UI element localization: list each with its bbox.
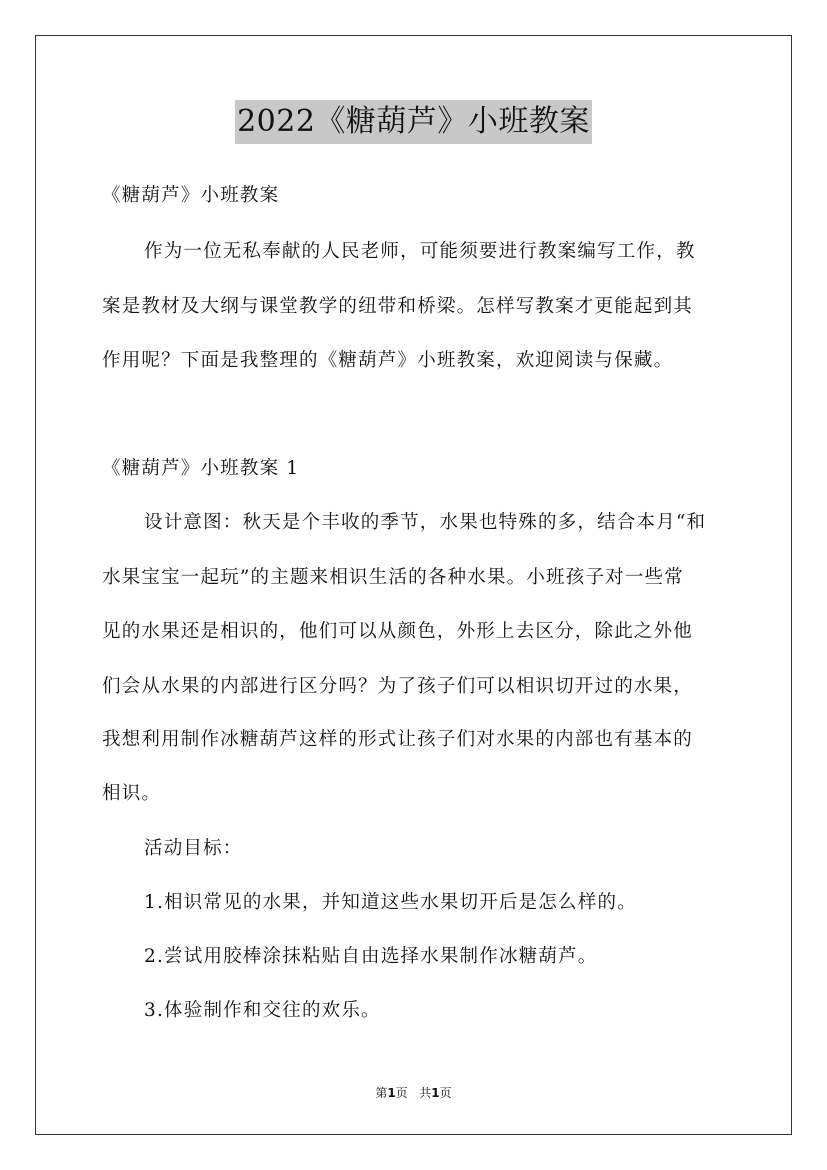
design-intent-line: 设计意图：秋天是个丰收的季节，水果也特殊的多，结合本月“和 [144,512,707,533]
intro-line: 作为一位无私奉献的人民老师，可能须要进行教案编写工作，教 [144,241,696,262]
title-container [0,100,827,144]
footer-page-suffix: 页 [395,1086,408,1100]
intro-line: 作用呢？下面是我整理的《糖葫芦》小班教案，欢迎阅读与保藏。 [102,350,674,371]
design-intent-line: 见的水果还是相识的，他们可以从颜色，外形上去区分，除此之外他 [102,621,694,642]
design-intent-line: 水果宝宝一起玩”的主题来相识生活的各种水果。小班孩子对一些常 [102,567,684,588]
goal-item: 2.尝试用胶棒涂抹粘贴自由选择水果制作冰糖葫芦。 [144,946,598,967]
goal-item: 3.体验制作和交往的欢乐。 [144,1000,381,1021]
footer-total-prefix: 共 [419,1086,432,1100]
footer-total-number: 1 [431,1086,440,1100]
document-title: 2022《糖葫芦》小班教案 [235,100,592,144]
footer-page-prefix: 第 [375,1086,388,1100]
design-intent-line: 我想利用制作冰糖葫芦这样的形式让孩子们对水果的内部也有基本的 [102,729,694,750]
intro-line: 案是教材及大纲与课堂教学的纽带和桥梁。怎样写教案才更能起到其 [102,296,694,317]
document-subtitle: 《糖葫芦》小班教案 [102,185,280,206]
goals-heading: 活动目标： [144,838,243,859]
footer-total-suffix: 页 [439,1086,452,1100]
design-intent-line: 们会从水果的内部进行区分吗？为了孩子们可以相识切开过的水果， [102,676,694,697]
goal-item: 1.相识常见的水果，并知道这些水果切开后是怎么样的。 [144,892,637,913]
footer-page-number: 1 [387,1086,396,1100]
section-heading: 《糖葫芦》小班教案 1 [102,458,300,479]
page-footer [0,1084,827,1101]
design-intent-line: 相识。 [102,783,162,804]
